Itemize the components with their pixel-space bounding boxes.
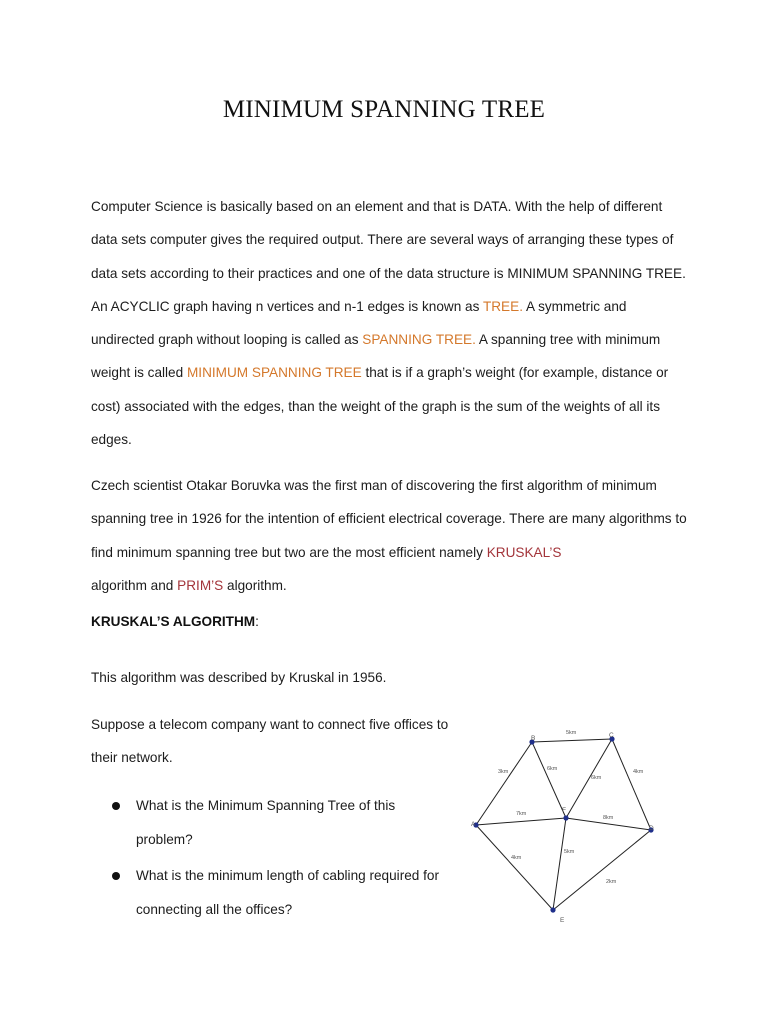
edge-label-f-e: 5km [564, 849, 575, 855]
history-paragraph [91, 469, 691, 602]
question-text: What is the minimum length of cabling required for connecting all the offices? [136, 868, 439, 917]
edge-label-a-b: 3km [498, 769, 509, 775]
intro-paragraph [91, 190, 691, 456]
list-item [112, 859, 442, 927]
question-text: What is the Minimum Spanning Tree of this problem? [136, 798, 396, 847]
edge-b-f [532, 742, 566, 818]
node-e [550, 907, 555, 912]
edge-label-c-f: 6km [591, 775, 602, 781]
highlight-mst: MINIMUM SPANNING TREE [186, 365, 362, 381]
intro-text-4: that is if a graph’s weight (for example, distance or cost) associated with the edges, than the weight of the graph is the sum of the weights of all its edges. [91, 365, 669, 448]
edge-label-f-d: 8km [603, 815, 614, 821]
list-item [112, 789, 442, 857]
intro-text-2: A symmetric and undirected graph without looping is called as [91, 298, 627, 348]
edge-label-a-e: 4km [511, 855, 522, 861]
history-text-2: algorithm and [91, 577, 178, 593]
bullet-icon [112, 802, 120, 810]
edge-label-b-c: 5km [566, 730, 577, 736]
highlight-kruskal: KRUSKAL’S [486, 544, 562, 560]
edge-d-e [553, 830, 651, 910]
kruskal-description: This algorithm was described by Kruskal in 1956. [91, 670, 387, 685]
edge-c-d [612, 739, 651, 830]
history-text-1: Czech scientist Otakar Boruvka was the first man of discovering the first algorithm of minimum spanning tree in 1926 for the intention of efficient electrical coverage. There are many algorithms to find minimum spanning tree but two are the most efficient namely [91, 478, 687, 560]
page-title: MINIMUM SPANNING TREE [222, 96, 546, 123]
node-label-d: D [649, 825, 654, 832]
highlight-tree: TREE. [482, 298, 523, 314]
edge-label-d-e: 2km [606, 879, 617, 885]
highlight-spanning-tree: SPANNING TREE. [362, 332, 476, 348]
edge-label-a-f: 7km [516, 811, 527, 817]
question-list [112, 789, 442, 929]
graph-nodes [473, 736, 653, 912]
node-label-e: E [560, 917, 565, 924]
edge-c-f [566, 739, 612, 818]
section-heading-label: KRUSKAL’S ALGORITHM [91, 614, 256, 629]
edge-a-e [476, 825, 553, 910]
node-f [563, 815, 568, 820]
edge-label-c-d: 4km [633, 769, 644, 775]
node-label-a: A [471, 821, 476, 828]
graph-edges [476, 739, 651, 910]
node-labels [471, 732, 654, 924]
highlight-prim: PRIM’S [177, 577, 224, 593]
edge-label-b-f: 6km [547, 766, 558, 772]
history-text-3: algorithm. [223, 577, 287, 593]
node-label-b: B [531, 735, 536, 742]
network-graph-diagram [462, 718, 674, 928]
edge-a-f [476, 818, 566, 825]
edge-b-c [532, 739, 612, 742]
section-heading-colon: : [255, 614, 259, 629]
node-label-f: F [562, 807, 566, 814]
edge-weight-labels [498, 730, 644, 885]
intro-text-1: Computer Science is basically based on an element and that is DATA. With the help of different data sets computer gives the required output. There are several ways of arranging these types of data sets according to their practices and one of the data structure is MINIMUM SPANNING TREE. An ACYCLIC graph having n vertices and n-1 edges is known as [91, 199, 686, 314]
section-heading [91, 614, 259, 629]
intro-text-3: A spanning tree with minimum weight is called [91, 332, 661, 381]
edge-f-e [553, 818, 566, 910]
bullet-icon [112, 872, 120, 880]
problem-statement: Suppose a telecom company want to connect five offices to their network. [91, 717, 449, 766]
node-label-c: C [609, 732, 614, 739]
